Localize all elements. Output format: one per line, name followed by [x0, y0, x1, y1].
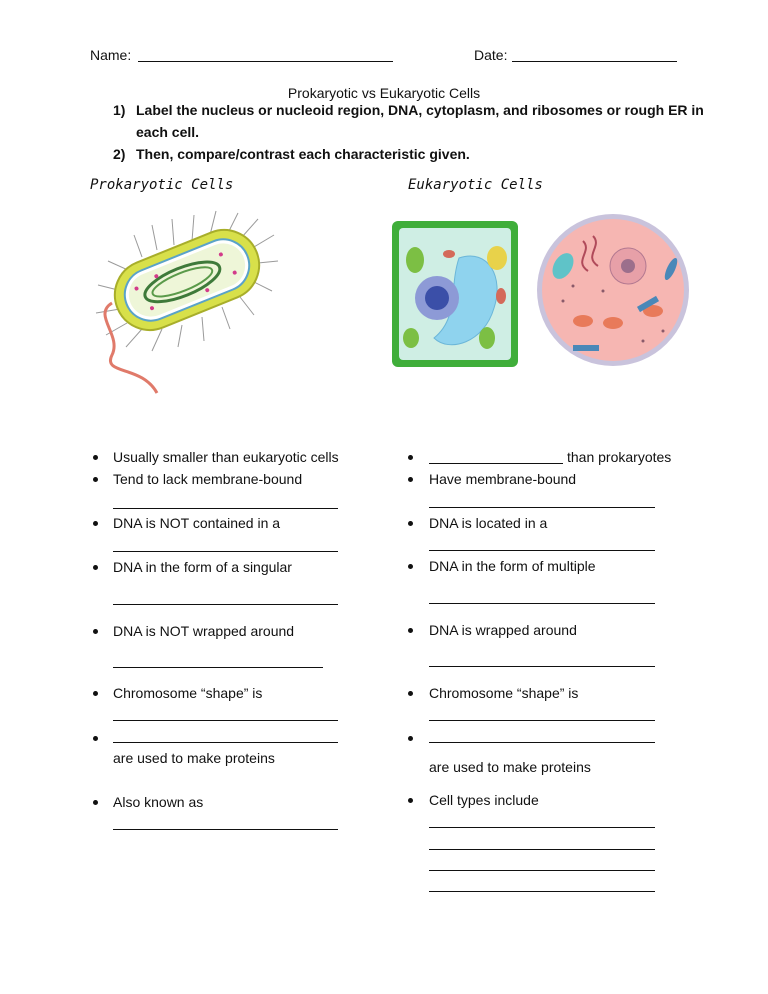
- bullet: [408, 691, 413, 696]
- euk-blank-3[interactable]: [429, 550, 655, 551]
- euk-blank-5[interactable]: [429, 666, 655, 667]
- instruction-1-line2: each cell.: [136, 124, 200, 140]
- euk-blank-1[interactable]: [429, 463, 563, 464]
- euk-item-1: than prokaryotes: [567, 449, 672, 465]
- bullet: [93, 691, 98, 696]
- bullet: [93, 477, 98, 482]
- bullet: [408, 736, 413, 741]
- euk-item-7: are used to make proteins: [429, 759, 591, 775]
- prokaryotic-heading: Prokaryotic Cells: [90, 177, 234, 193]
- bullet: [93, 455, 98, 460]
- euk-item-6: Chromosome “shape” is: [429, 685, 579, 701]
- prok-blank-5[interactable]: [113, 667, 323, 668]
- instruction-1-line1: Label the nucleus or nucleoid region, DNA, cytoplasm, and ribosomes or rough ER in: [136, 102, 704, 118]
- eukaryotic-heading: Eukaryotic Cells: [408, 177, 543, 193]
- prokaryotic-cell-image: [82, 205, 282, 400]
- prok-item-7: are used to make proteins: [113, 750, 275, 766]
- instruction-1-num: 1): [113, 102, 126, 118]
- euk-blank-8d[interactable]: [429, 891, 655, 892]
- euk-blank-2[interactable]: [429, 507, 655, 508]
- prok-blank-2[interactable]: [113, 508, 338, 509]
- bullet: [93, 521, 98, 526]
- prok-blank-8[interactable]: [113, 829, 338, 830]
- bullet: [408, 628, 413, 633]
- euk-blank-7[interactable]: [429, 742, 655, 743]
- prok-item-1: Usually smaller than eukaryotic cells: [113, 449, 339, 465]
- euk-blank-4[interactable]: [429, 603, 655, 604]
- euk-blank-8a[interactable]: [429, 827, 655, 828]
- date-label: Date:: [474, 47, 508, 63]
- prok-blank-6[interactable]: [113, 720, 338, 721]
- prok-item-4: DNA in the form of a singular: [113, 559, 292, 575]
- bullet: [408, 455, 413, 460]
- plant-cell-image: [389, 218, 521, 370]
- euk-blank-8b[interactable]: [429, 849, 655, 850]
- bullet: [93, 629, 98, 634]
- bullet: [408, 521, 413, 526]
- prok-item-3: DNA is NOT contained in a: [113, 515, 281, 531]
- bullet: [408, 798, 413, 803]
- euk-blank-6[interactable]: [429, 720, 655, 721]
- name-blank[interactable]: [138, 61, 393, 62]
- worksheet-title: Prokaryotic vs Eukaryotic Cells: [287, 85, 481, 101]
- prok-blank-4[interactable]: [113, 604, 338, 605]
- instruction-2-line1: Then, compare/contrast each characteristic given.: [136, 146, 470, 162]
- euk-item-5: DNA is wrapped around: [429, 622, 577, 638]
- prok-item-8: Also known as: [113, 794, 204, 810]
- euk-item-3: DNA is located in a: [429, 515, 548, 531]
- animal-cell-image: [533, 211, 693, 369]
- bullet: [93, 736, 98, 741]
- prok-blank-7[interactable]: [113, 742, 338, 743]
- bullet: [93, 565, 98, 570]
- euk-item-4: DNA in the form of multiple: [429, 558, 596, 574]
- name-label: Name:: [90, 47, 132, 63]
- prok-item-5: DNA is NOT wrapped around: [113, 623, 295, 639]
- euk-item-8: Cell types include: [429, 792, 539, 808]
- prok-blank-3[interactable]: [113, 551, 338, 552]
- bullet: [408, 477, 413, 482]
- bullet: [408, 564, 413, 569]
- bullet: [93, 800, 98, 805]
- prok-item-6: Chromosome “shape” is: [113, 685, 263, 701]
- date-blank[interactable]: [512, 61, 677, 62]
- euk-blank-8c[interactable]: [429, 870, 655, 871]
- euk-item-2: Have membrane-bound: [429, 471, 577, 487]
- prok-item-2: Tend to lack membrane-bound: [113, 471, 303, 487]
- instruction-2-num: 2): [113, 146, 126, 162]
